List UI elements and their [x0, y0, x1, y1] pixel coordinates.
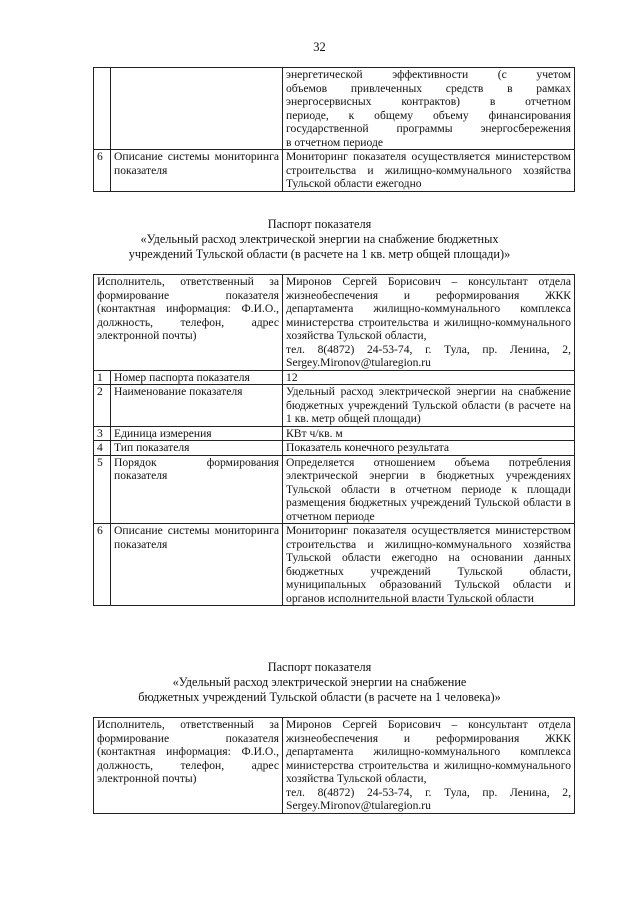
row-value: Определяется отношением объема потребления электрической энергии в бюджетных учреждениях Тульской области в отчетном периоде к площади размещения бюджетных учреждений Тульской области в отчетном периоде	[283, 455, 575, 524]
passport1-title: Паспорт показателя	[267, 217, 372, 231]
row-value: 12	[283, 370, 575, 385]
passport2-heading	[0, 660, 639, 705]
value-line: объемов привлеченных средств в рамках	[286, 81, 571, 95]
row-number	[94, 68, 111, 150]
passport1-table	[93, 274, 575, 606]
row-number: 3	[94, 426, 111, 441]
row-number: 5	[94, 455, 111, 524]
passport2-table	[93, 717, 575, 814]
top-table	[93, 67, 575, 192]
page-number: 32	[313, 40, 326, 54]
row-number: 1	[94, 370, 111, 385]
passport2-subtitle-line1: «Удельный расход электрической энергии на снабжение	[172, 675, 467, 689]
table-row	[94, 150, 575, 192]
row-number: 4	[94, 441, 111, 456]
table-row	[94, 426, 575, 441]
row-name: Наименование показателя	[111, 385, 283, 427]
table-row	[94, 524, 575, 606]
row-number: 2	[94, 385, 111, 427]
row-value: Мониторинг показателя осуществляется министерством строительства и жилищно-коммунального хозяйства Тульской области ежегодно на основании данных бюджетных учреждений Тульской области, муниципальных образований Тульской области и органов исполнительной власти Тульской области	[283, 524, 575, 606]
passport1-heading	[0, 217, 639, 262]
passport2-title: Паспорт показателя	[267, 660, 372, 674]
executor-value	[283, 718, 575, 814]
table-row	[94, 68, 575, 150]
executor-label: Исполнитель, ответственный за формирование показателя (контактная информация: Ф.И.О., должность, телефон, адрес электронной почты)	[94, 718, 283, 814]
table-row	[94, 370, 575, 385]
value-line: государственной программы энергосбережения	[286, 122, 571, 135]
table-row	[94, 455, 575, 524]
executor-label: Исполнитель, ответственный за формирование показателя (контактная информация: Ф.И.О., должность, телефон, адрес электронной почты)	[94, 275, 283, 371]
passport2-subtitle-line2: бюджетных учреждений Тульской области (в расчете на 1 человека)»	[138, 690, 501, 704]
row-name: Номер паспорта показателя	[111, 370, 283, 385]
table-row	[94, 441, 575, 456]
value-line: энергетической эффективности (с учетом	[286, 68, 571, 81]
row-name: Единица измерения	[111, 426, 283, 441]
row-name: Описание системы мониторинга показателя	[111, 150, 283, 192]
executor-value	[283, 275, 575, 371]
executor-name: Миронов Сергей Борисович – консультант отдела жизнеобеспечения и реформирования ЖКК департамента жилищно-коммунального комплекса министерства строительства и жилищно-коммунального хозяйства Тульской области,	[286, 275, 571, 342]
value-line: периоде, к общему объему финансирования	[286, 108, 571, 122]
row-name: Тип показателя	[111, 441, 283, 456]
row-name	[111, 68, 283, 150]
row-value: КВт ч/кв. м	[283, 426, 575, 441]
row-number: 6	[94, 150, 111, 192]
value-line: энергосервисных контрактов) в отчетном	[286, 95, 571, 108]
row-name: Порядок формирования показателя	[111, 455, 283, 524]
table-row	[94, 275, 575, 371]
table-row	[94, 385, 575, 427]
row-value	[283, 68, 575, 150]
value-line: в отчетном периоде	[286, 135, 384, 149]
row-value: Мониторинг показателя осуществляется министерством строительства и жилищно-коммунального хозяйства Тульской области ежегодно	[283, 150, 575, 192]
executor-contact: тел. 8(4872) 24-53-74, г. Тула, пр. Ленина, 2, Sergey.Mironov@tularegion.ru	[286, 342, 571, 369]
row-value: Удельный расход электрической энергии на снабжение бюджетных учреждений Тульской области (в расчете на 1 кв. метр общей площади)	[283, 385, 575, 427]
row-name: Описание системы мониторинга показателя	[111, 524, 283, 606]
passport1-subtitle-line1: «Удельный расход электрической энергии на снабжение бюджетных	[140, 232, 499, 246]
row-number: 6	[94, 524, 111, 606]
row-value: Показатель конечного результата	[283, 441, 575, 456]
table-row	[94, 718, 575, 814]
executor-contact: тел. 8(4872) 24-53-74, г. Тула, пр. Ленина, 2, Sergey.Mironov@tularegion.ru	[286, 785, 571, 812]
executor-name: Миронов Сергей Борисович – консультант отдела жизнеобеспечения и реформирования ЖКК департамента жилищно-коммунального комплекса министерства строительства и жилищно-коммунального хозяйства Тульской области,	[286, 718, 571, 785]
passport1-subtitle-line2: учреждений Тульской области (в расчете на 1 кв. метр общей площади)»	[128, 247, 511, 261]
